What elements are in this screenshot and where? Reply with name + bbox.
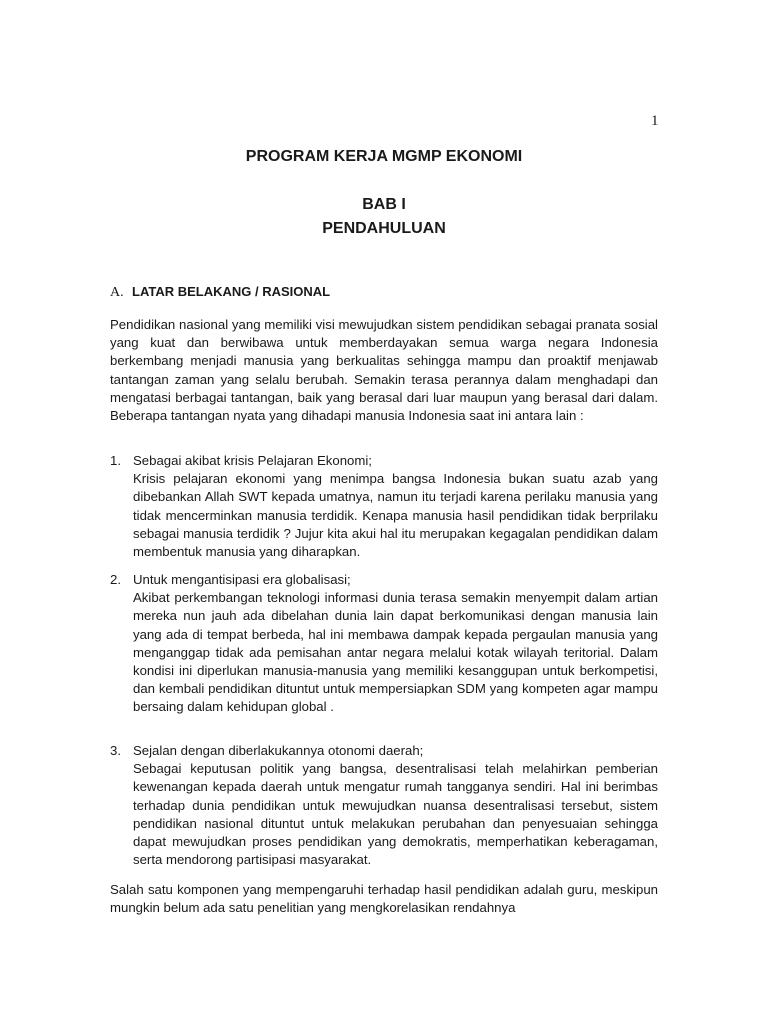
chapter-label: BAB I [362,196,406,213]
list-item-body: Akibat perkembangan teknologi informasi dunia terasa semakin menyempit dalam artian mereka nun jauh ada dibelahan dunia lain dapat berkomunikasi dengan manusia lain yang ada di tempat berbeda, hal ini membawa dampak kepada pergaulan manusia yang menganggap tidak ada pemisahan antar negara melalui kotak wilayah teritorial. Dalam kondisi ini diperlukan manusia-manusia yang memiliki kesanggupan untuk berkompetisi, dan kembali pendidikan dituntut untuk mempersiapkan SDM yang kompeten agar mampu bersaing dalam kehidupan global . [133,590,658,715]
page-number: 1 [651,113,659,129]
list-item-heading: Sejalan dengan diberlakukannya otonomi daerah; [133,743,424,758]
chapter-title: PENDAHULUAN [322,220,446,237]
list-item [110,452,658,561]
list-item [110,571,658,717]
list-item-heading: Untuk mengantisipasi era globalisasi; [133,572,351,587]
section-title: LATAR BELAKANG / RASIONAL [132,284,331,299]
intro-paragraph: Pendidikan nasional yang memiliki visi mewujudkan sistem pendidikan sebagai pranata sosial yang kuat dan berwibawa untuk memberdayakan semua warga negara Indonesia berkembang menjadi manusia yang berkualitas sehingga mampu dan proaktif menjawab tantangan zaman yang selalu berubah. Semakin terasa perannya dalam menghadapi dan mengatasi berbagai tantangan, baik yang berasal dari luar maupun yang berasal dari dalam. Beberapa tantangan nyata yang dihadapi manusia Indonesia saat ini antara lain : [110,317,658,424]
section-heading [110,284,330,301]
list-item-body: Sebagai keputusan politik yang bangsa, desentralisasi telah melahirkan pemberian kewenangan kepada daerah untuk mengatur rumah tangganya sendiri. Hal ini berimbas terhadap dunia pendidikan untuk mewujudkan nuansa desentralisasi tersebut, sistem pendidikan nasional dituntut untuk melakukan perubahan dan penyesuaian sehingga dapat mewujudkan proses pendidikan yang demokratis, memperhatikan keberagaman, serta mendorong partisipasi masyarakat. [133,761,658,868]
closing-paragraph: Salah satu komponen yang mempengaruhi terhadap hasil pendidikan adalah guru, meskipun mungkin belum ada satu penelitian yang mengkorelasikan rendahnya [110,882,658,916]
list-item-heading: Sebagai akibat krisis Pelajaran Ekonomi; [133,453,372,468]
section-letter: A. [110,285,124,300]
list-item [110,742,658,869]
list-item-number: 3. [110,743,121,758]
document-title: PROGRAM KERJA MGMP EKONOMI [245,148,523,165]
list-item-number: 2. [110,572,121,587]
list-item-number: 1. [110,453,121,468]
list-item-body: Krisis pelajaran ekonomi yang menimpa bangsa Indonesia bukan suatu azab yang dibebankan Allah SWT kepada umatnya, namun itu terjadi karena perilaku manusia yang tidak mencerminkan manusia terdidik. Kenapa manusia hasil pendidikan tidak berprilaku sebagai manusia terdidik ? Jujur kita akui hal itu merupakan kegagalan pendidikan dalam membentuk manusia yang diharapkan. [133,471,658,560]
